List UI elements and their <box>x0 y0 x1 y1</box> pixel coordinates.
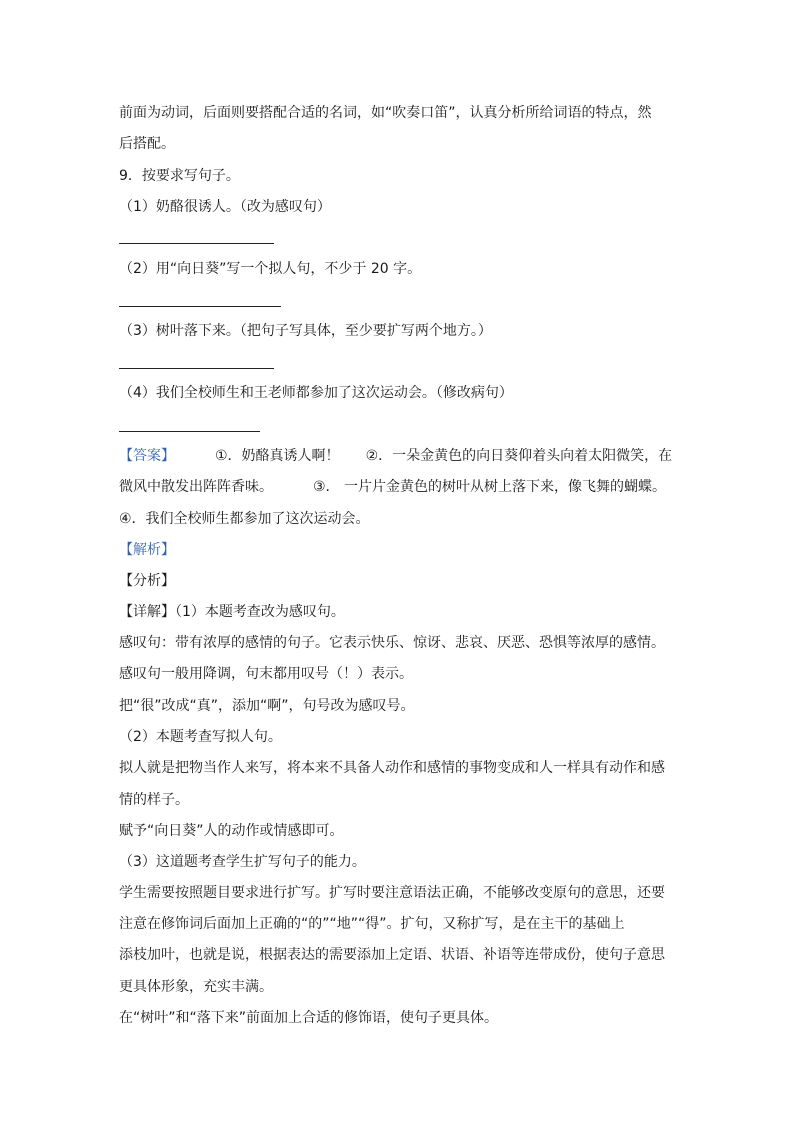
analysis-p8: （3）这道题考查学生扩写句子的能力。 <box>119 854 366 870</box>
answer-2-part-2: 微风中散发出阵阵香味。 <box>119 479 273 495</box>
question-item-2: （2）用“向日葵”写一个拟人句，不少于 20 字。 <box>119 261 422 277</box>
answer-2-part-1: ②．一朵金黄色的向日葵仰着头向着太阳微笑，在 <box>365 448 673 464</box>
analysis-p9d: 更具体形象，充实丰满。 <box>119 979 273 995</box>
answer-blank-2 <box>119 306 281 307</box>
question-item-4: （4）我们全校师生和王老师都参加了这次运动会。（修改病句） <box>119 385 513 401</box>
analysis-p5: （2）本题考查写拟人句。 <box>119 729 282 745</box>
analysis-p9b: 注意在修饰词后面加上正确的“的”“地”“得”。扩句，又称扩写，是在主干的基础上 <box>119 916 625 932</box>
answer-line-1 <box>119 447 672 465</box>
fenxi-tag: 【分析】 <box>119 573 175 589</box>
analysis-p6a: 拟人就是把物当作人来写，将本来不具备人动作和感情的事物变成和人一样具有动作和感 <box>119 760 665 776</box>
answer-blank-3 <box>119 368 274 369</box>
analysis-p9c: 添枝加叶，也就是说，根据表达的需要添加上定语、状语、补语等连带成份，使句子意思 <box>119 947 665 963</box>
question-item-3: （3）树叶落下来。（把句子写具体，至少要扩写两个地方。） <box>119 323 492 339</box>
intro-line-1: 前面为动词，后面则要搭配合适的名词，如“吹奏口笛”，认真分析所给词语的特点，然 <box>119 105 652 121</box>
answer-blank-1 <box>119 243 274 244</box>
analysis-p3: 感叹句一般用降调，句末都用叹号（！）表示。 <box>119 666 413 682</box>
answer-blank-4 <box>119 431 260 432</box>
jiexi-tag: 【解析】 <box>119 542 175 558</box>
answer-4: ④．我们全校师生都参加了这次运动会。 <box>119 511 370 527</box>
answer-tag: 【答案】 <box>119 448 175 464</box>
analysis-p7: 赋予“向日葵”人的动作或情感即可。 <box>119 823 344 839</box>
xiangjie-line <box>119 603 345 621</box>
analysis-p10: 在“树叶”和“落下来”前面加上合适的修饰语，使句子更具体。 <box>119 1010 499 1026</box>
analysis-p2: 感叹句：带有浓厚的感情的句子。它表示快乐、惊讶、悲哀、厌恶、恐惧等浓厚的感情。 <box>119 635 665 651</box>
xiangjie-tag: 【详解】 <box>119 604 175 620</box>
analysis-p9a: 学生需要按照题目要求进行扩写。扩写时要注意语法正确，不能够改变原句的意思，还要 <box>119 885 665 901</box>
analysis-p6b: 情的样子。 <box>119 792 189 808</box>
intro-line-2: 后搭配。 <box>119 136 175 152</box>
answer-1: ①．奶酪真诱人啊！ <box>215 448 340 464</box>
answer-3: ③． 一片片金黄色的树叶从树上落下来，像飞舞的蝴蝶。 <box>313 479 666 495</box>
analysis-p1: （1）本题考查改为感叹句。 <box>175 604 345 620</box>
question-item-1: （1）奶酪很诱人。（改为感叹句） <box>119 199 331 215</box>
question-title: 9．按要求写句子。 <box>119 168 240 184</box>
analysis-p4: 把“很”改成“真”，添加“啊”，句号改为感叹号。 <box>119 698 415 714</box>
answer-line-2 <box>119 478 666 496</box>
